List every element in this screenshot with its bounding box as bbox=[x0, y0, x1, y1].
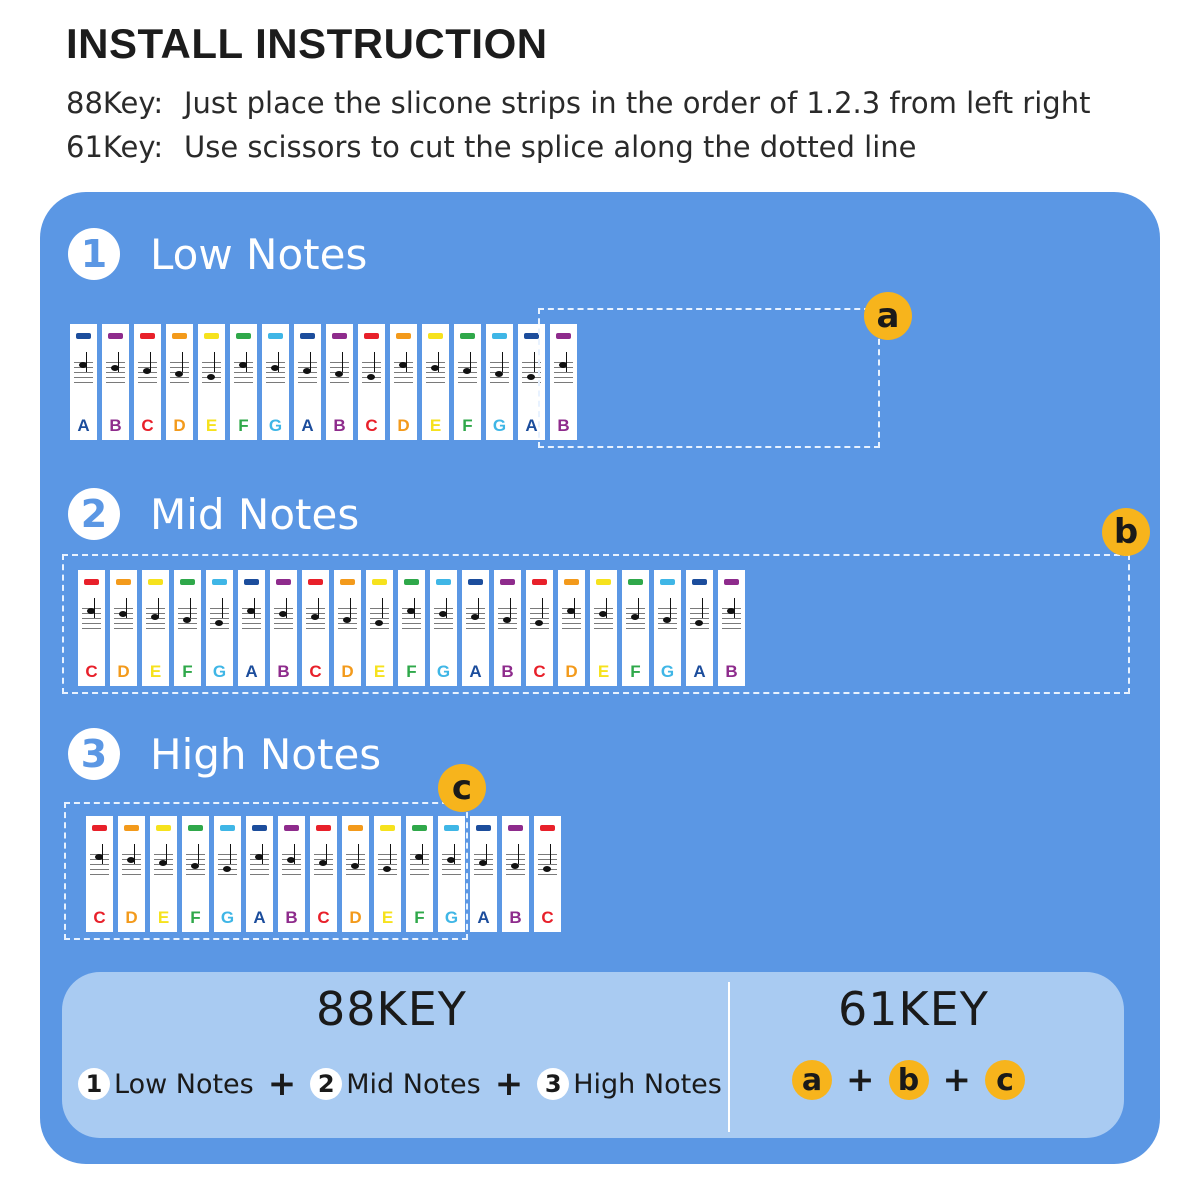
note-head-icon bbox=[543, 866, 551, 872]
note-stem bbox=[342, 352, 343, 372]
sharp-flat-marker bbox=[492, 333, 507, 339]
instruction-88key bbox=[66, 86, 1090, 120]
key-letter: G bbox=[268, 416, 283, 435]
key-letter: A bbox=[693, 662, 706, 681]
section-title-mid: Mid Notes bbox=[150, 489, 360, 539]
staff-lines bbox=[202, 358, 221, 384]
sharp-flat-marker bbox=[428, 333, 443, 339]
key-letter: A bbox=[477, 908, 490, 927]
key-letter: D bbox=[117, 662, 130, 681]
note-stem bbox=[86, 352, 87, 372]
step-number-3: 3 bbox=[68, 728, 120, 780]
key-letter: C bbox=[309, 662, 322, 681]
summary-plus: + bbox=[494, 1064, 524, 1104]
key-sticker bbox=[358, 324, 385, 440]
key-letter: B bbox=[725, 662, 738, 681]
key-letter: A bbox=[469, 662, 482, 681]
summary-label-low: Low Notes bbox=[114, 1068, 254, 1100]
summary-badge-a: a bbox=[792, 1060, 832, 1100]
summary-num-2: 2 bbox=[310, 1068, 342, 1100]
key-sticker bbox=[230, 324, 257, 440]
note-head-icon bbox=[399, 362, 407, 368]
badge-b: b bbox=[1102, 508, 1150, 556]
sharp-flat-marker bbox=[476, 825, 491, 831]
section-title-high: High Notes bbox=[150, 729, 382, 779]
key-letter: F bbox=[406, 662, 417, 681]
instruction-61key-label: 61Key: bbox=[66, 130, 164, 164]
instruction-88key-label: 88Key: bbox=[66, 86, 164, 120]
key-sticker bbox=[486, 324, 513, 440]
note-stem bbox=[182, 352, 183, 372]
key-letter: C bbox=[93, 908, 106, 927]
key-letter: A bbox=[245, 662, 258, 681]
key-letter: E bbox=[205, 416, 218, 435]
summary-plus: + bbox=[267, 1064, 297, 1104]
section-low-notes bbox=[68, 228, 367, 280]
low-notes-strip bbox=[70, 324, 577, 440]
key-letter: D bbox=[173, 416, 186, 435]
key-letter: A bbox=[253, 908, 266, 927]
key-sticker bbox=[502, 816, 529, 932]
key-sticker bbox=[262, 324, 289, 440]
badge-c: c bbox=[438, 764, 486, 812]
summary-88key-formula bbox=[78, 1064, 722, 1104]
key-letter: D bbox=[565, 662, 578, 681]
key-letter: F bbox=[414, 908, 425, 927]
key-letter: F bbox=[238, 416, 249, 435]
sharp-flat-marker bbox=[236, 333, 251, 339]
note-head-icon bbox=[143, 368, 151, 374]
note-head-icon bbox=[511, 863, 519, 869]
key-letter: B bbox=[509, 908, 522, 927]
note-head-icon bbox=[79, 362, 87, 368]
key-letter: E bbox=[157, 908, 170, 927]
summary-61key-heading: 61KEY bbox=[838, 982, 989, 1036]
key-letter: C bbox=[365, 416, 378, 435]
staff-lines bbox=[426, 358, 445, 384]
summary-label-high: High Notes bbox=[573, 1068, 722, 1100]
key-letter: E bbox=[373, 662, 386, 681]
note-head-icon bbox=[463, 368, 471, 374]
key-letter: B bbox=[277, 662, 290, 681]
step-number-1: 1 bbox=[68, 228, 120, 280]
summary-num-3: 3 bbox=[537, 1068, 569, 1100]
step-number-2: 2 bbox=[68, 488, 120, 540]
note-head-icon bbox=[175, 371, 183, 377]
staff-lines bbox=[266, 358, 285, 384]
note-stem bbox=[214, 352, 215, 372]
note-head-icon bbox=[431, 365, 439, 371]
key-letter: G bbox=[436, 662, 451, 681]
sharp-flat-marker bbox=[460, 333, 475, 339]
key-letter: C bbox=[541, 908, 554, 927]
note-stem bbox=[550, 844, 551, 864]
page-title: INSTALL INSTRUCTION bbox=[66, 20, 548, 67]
sharp-flat-marker bbox=[540, 825, 555, 831]
instruction-88key-text: Just place the slicone strips in the order of 1.2.3 from left right bbox=[184, 86, 1091, 120]
staff-lines bbox=[106, 358, 125, 384]
sharp-flat-marker bbox=[108, 333, 123, 339]
note-stem bbox=[534, 352, 535, 372]
summary-plus: + bbox=[942, 1060, 971, 1100]
sharp-flat-marker bbox=[204, 333, 219, 339]
note-stem bbox=[406, 352, 407, 372]
key-letter: A bbox=[77, 416, 90, 435]
key-letter: B bbox=[109, 416, 122, 435]
note-stem bbox=[374, 352, 375, 372]
key-letter: E bbox=[381, 908, 394, 927]
summary-label-mid: Mid Notes bbox=[346, 1068, 481, 1100]
key-sticker bbox=[454, 324, 481, 440]
key-letter: C bbox=[85, 662, 98, 681]
key-letter: D bbox=[341, 662, 354, 681]
key-sticker bbox=[70, 324, 97, 440]
key-letter: F bbox=[182, 662, 193, 681]
section-title-low: Low Notes bbox=[150, 229, 368, 279]
key-sticker bbox=[198, 324, 225, 440]
key-letter: C bbox=[141, 416, 154, 435]
key-letter: G bbox=[220, 908, 235, 927]
cut-line-c bbox=[64, 802, 468, 940]
key-sticker bbox=[470, 816, 497, 932]
section-mid-notes bbox=[68, 488, 359, 540]
cut-line-b bbox=[62, 554, 1130, 694]
key-letter: C bbox=[317, 908, 330, 927]
note-head-icon bbox=[527, 374, 535, 380]
note-head-icon bbox=[111, 365, 119, 371]
key-sticker bbox=[166, 324, 193, 440]
note-stem bbox=[246, 352, 247, 372]
section-high-notes bbox=[68, 728, 381, 780]
sharp-flat-marker bbox=[396, 333, 411, 339]
key-sticker bbox=[534, 816, 561, 932]
key-letter: E bbox=[149, 662, 162, 681]
summary-num-1: 1 bbox=[78, 1068, 110, 1100]
note-head-icon bbox=[495, 371, 503, 377]
key-letter: E bbox=[429, 416, 442, 435]
sharp-flat-marker bbox=[332, 333, 347, 339]
sharp-flat-marker bbox=[300, 333, 315, 339]
sharp-flat-marker bbox=[140, 333, 155, 339]
note-head-icon bbox=[367, 374, 375, 380]
sharp-flat-marker bbox=[364, 333, 379, 339]
key-letter: B bbox=[285, 908, 298, 927]
key-letter: B bbox=[557, 416, 570, 435]
key-letter: F bbox=[630, 662, 641, 681]
note-stem bbox=[518, 844, 519, 864]
summary-badge-c: c bbox=[985, 1060, 1025, 1100]
note-head-icon bbox=[271, 365, 279, 371]
sharp-flat-marker bbox=[172, 333, 187, 339]
key-sticker bbox=[294, 324, 321, 440]
sharp-flat-marker bbox=[268, 333, 283, 339]
key-letter: D bbox=[125, 908, 138, 927]
key-sticker bbox=[422, 324, 449, 440]
key-letter: G bbox=[212, 662, 227, 681]
note-head-icon bbox=[479, 860, 487, 866]
note-stem bbox=[502, 352, 503, 372]
key-letter: E bbox=[597, 662, 610, 681]
instruction-61key-text: Use scissors to cut the splice along the dotted line bbox=[184, 130, 917, 164]
summary-divider bbox=[728, 982, 730, 1132]
note-head-icon bbox=[303, 368, 311, 374]
sharp-flat-marker bbox=[76, 333, 91, 339]
key-letter: C bbox=[533, 662, 546, 681]
key-letter: G bbox=[492, 416, 507, 435]
key-sticker bbox=[326, 324, 353, 440]
key-sticker bbox=[134, 324, 161, 440]
key-letter: B bbox=[501, 662, 514, 681]
key-letter: D bbox=[397, 416, 410, 435]
note-head-icon bbox=[239, 362, 247, 368]
key-letter: F bbox=[462, 416, 473, 435]
key-letter: B bbox=[333, 416, 346, 435]
summary-badge-b: b bbox=[889, 1060, 929, 1100]
summary-plus: + bbox=[846, 1060, 875, 1100]
key-letter: G bbox=[660, 662, 675, 681]
key-letter: G bbox=[444, 908, 459, 927]
key-letter: A bbox=[301, 416, 314, 435]
sharp-flat-marker bbox=[508, 825, 523, 831]
sharp-flat-marker bbox=[524, 333, 539, 339]
note-head-icon bbox=[335, 371, 343, 377]
key-letter: A bbox=[525, 416, 538, 435]
badge-a: a bbox=[864, 292, 912, 340]
staff-lines bbox=[538, 850, 557, 876]
key-letter: F bbox=[190, 908, 201, 927]
note-head-icon bbox=[207, 374, 215, 380]
summary-61key-formula bbox=[792, 1060, 1025, 1100]
key-sticker bbox=[102, 324, 129, 440]
summary-box bbox=[62, 972, 1124, 1138]
key-letter: D bbox=[349, 908, 362, 927]
staff-lines bbox=[362, 358, 381, 384]
summary-88key-heading: 88KEY bbox=[316, 982, 467, 1036]
instruction-61key bbox=[66, 130, 917, 164]
key-sticker bbox=[390, 324, 417, 440]
cut-line-a bbox=[538, 308, 880, 448]
